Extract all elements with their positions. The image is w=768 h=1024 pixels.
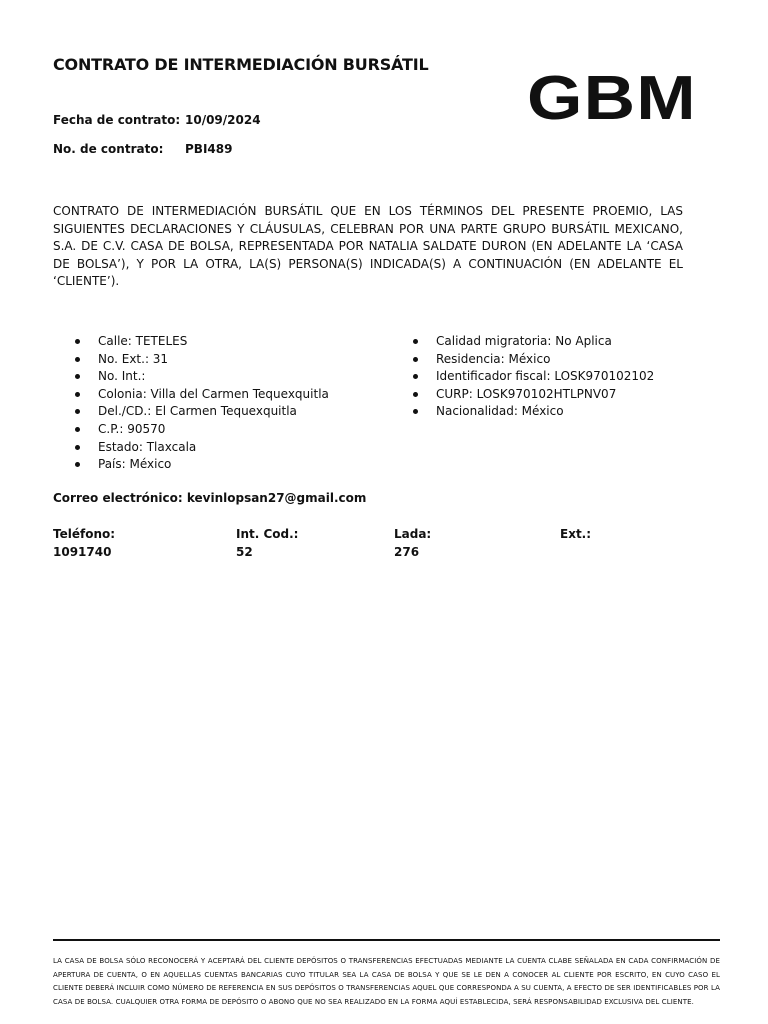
client-calidad-migratoria: Calidad migratoria: No Aplica (391, 333, 711, 351)
address-no-ext: No. Ext.: 31 (53, 351, 383, 369)
address-estado: Estado: Tlaxcala (53, 439, 383, 457)
lada-label: Lada: (394, 527, 432, 541)
contract-number-row (53, 142, 232, 156)
address-no-int: No. Int.: (53, 368, 383, 386)
telefono-value: 1091740 (53, 545, 112, 559)
telefono-label: Teléfono: (53, 527, 116, 541)
document-title: CONTRATO DE INTERMEDIACIÓN BURSÁTIL (53, 55, 429, 74)
contract-date-row (53, 113, 261, 127)
address-calle: Calle: TETELES (53, 333, 383, 351)
contract-number-label: No. de contrato: (53, 142, 164, 156)
contract-date-label: Fecha de contrato: (53, 113, 181, 127)
lada-value: 276 (394, 545, 420, 559)
address-cp: C.P.: 90570 (53, 421, 383, 439)
contract-number-value: PBI489 (185, 142, 233, 156)
client-identificador-fiscal: Identificador fiscal: LOSK970102102 (391, 368, 711, 386)
phone-telefono (53, 525, 115, 561)
phone-lada (394, 525, 431, 561)
client-info-list (391, 333, 711, 421)
address-colonia: Colonia: Villa del Carmen Tequexquitla (53, 386, 383, 404)
footer-disclaimer: LA CASA DE BOLSA SÓLO RECONOCERÁ Y ACEPTARÁ DEL CLIENTE DEPÓSITOS O TRANSFERENCIAS EFECTUADAS MEDIANTE LA CUENTA CLABE SEÑALADA EN CADA CONFIRMACIÓN DE APERTURA DE CUENTA, O EN AQUELLAS CUENTAS BANCARIAS CUYO TITULAR SEA LA CASA DE BOLSA Y QUE SE LE DEN A CONOCER AL CLIENTE POR ESCRITO, EN CUYO CASO EL CLIENTE DEBERÁ INCLUIR COMO NÚMERO DE REFERENCIA EN SUS DEPÓSITOS O TRANSFERENCIAS AQUEL QUE CORRESPONDA A SU CUENTA, A EFECTO DE SER IDENTIFICABLES POR LA CASA DE BOLSA. CUALQUIER OTRA FORMA DE DEPÓSITO O ABONO QUE NO SEA REALIZADO EN LA FORMA AQUÍ ESTABLECIDA, SERÁ RESPONSABILIDAD EXCLUSIVA DEL CLIENTE. (53, 957, 720, 1006)
int-cod-value: 52 (236, 545, 253, 559)
gbm-logo: GBM (527, 64, 697, 133)
contract-date-value: 10/09/2024 (185, 113, 261, 127)
address-delegacion: Del./CD.: El Carmen Tequexquitla (53, 403, 383, 421)
client-residencia: Residencia: México (391, 351, 711, 369)
client-nacionalidad: Nacionalidad: México (391, 403, 711, 421)
footer-divider (53, 939, 720, 941)
int-cod-label: Int. Cod.: (236, 527, 299, 541)
address-pais: País: México (53, 456, 383, 474)
phone-int-cod (236, 525, 298, 561)
client-curp: CURP: LOSK970102HTLPNV07 (391, 386, 711, 404)
client-email: Correo electrónico: kevinlopsan27@gmail.com (53, 491, 367, 505)
address-list (53, 333, 383, 474)
phone-ext (560, 525, 591, 543)
contract-proemio: CONTRATO DE INTERMEDIACIÓN BURSÁTIL QUE EN LOS TÉRMINOS DEL PRESENTE PROEMIO, LAS SIGUIENTES DECLARACIONES Y CLÁUSULAS, CELEBRAN POR UNA PARTE GRUPO BURSÁTIL MEXICANO, S.A. DE C.V. CASA DE BOLSA, REPRESENTADA POR NATALIA SALDATE DURON (EN ADELANTE LA ‘CASA DE BOLSA’), Y POR LA OTRA, LA(S) PERSONA(S) INDICADA(S) A CONTINUACIÓN (EN ADELANTE EL ‘CLIENTE’). (53, 204, 683, 288)
ext-label: Ext.: (560, 527, 592, 541)
